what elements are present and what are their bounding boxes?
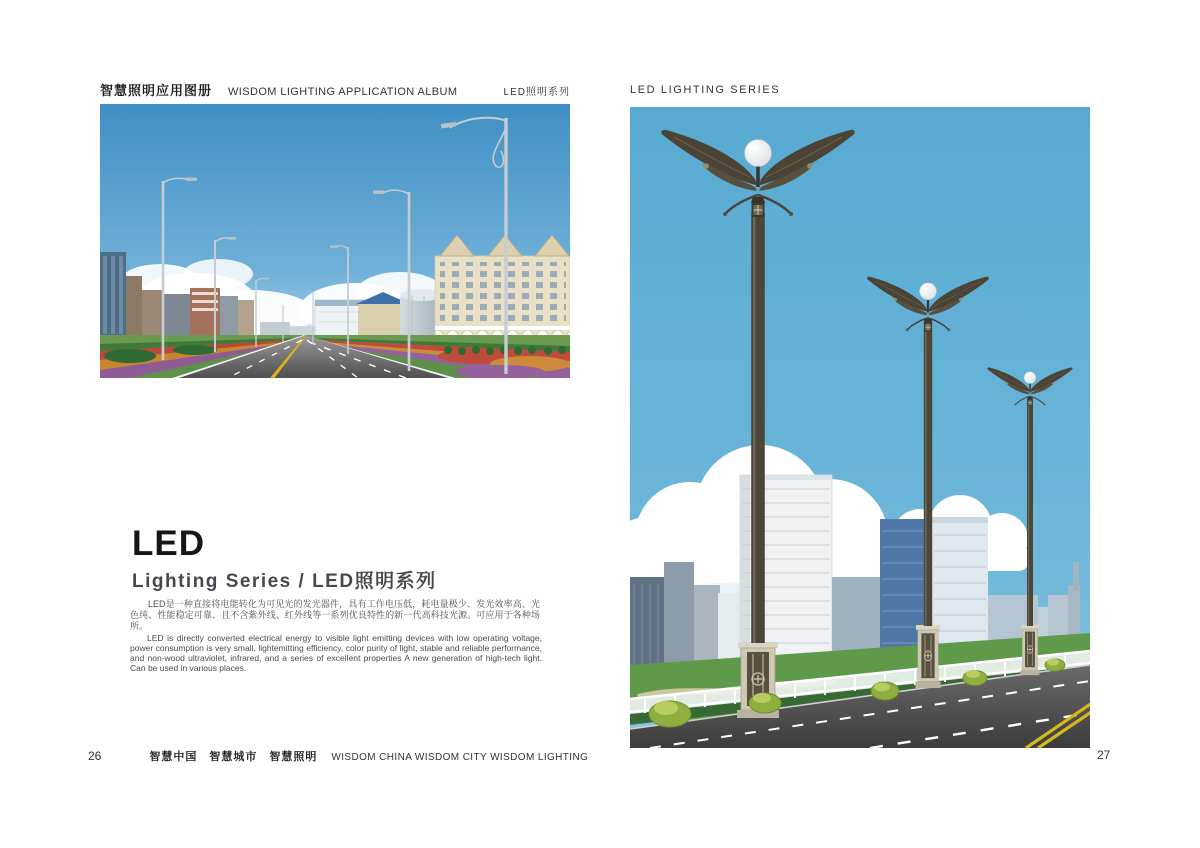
page-number-right: 27: [1097, 748, 1111, 762]
album-title-cn: 智慧照明应用图册: [100, 83, 213, 98]
led-lamp-photo: [630, 107, 1090, 748]
section-title: LED: [132, 524, 205, 563]
footer-slogan-en: WISDOM CHINA WISDOM CITY WISDOM LIGHTING: [331, 752, 589, 763]
section-body-en: LED is directly converted electrical energy to visible light emitting devices with low operating voltage, power consumption is very small, lightemitting efficiency, color purity of light, stable and reliable performance, and non-wood ultraviolet, infrared, and a series of excellent properties A new generation of high-tech light. Can be used in various places.: [130, 633, 542, 673]
section-body-cn: LED是一种直接将电能转化为可见光的发光器件，具有工作电压低，耗电量极少、发光效率高、光色纯、性能稳定可靠、且不含紫外线、红外线等一系列优良特性的新一代高科技光源。可应用于各种场所。: [130, 599, 540, 631]
right-page-header: LED LIGHTING SERIES: [630, 84, 781, 96]
series-label: LED照明系列: [503, 87, 570, 98]
left-page-header: [100, 80, 570, 99]
page-number-left: 26: [88, 749, 102, 763]
street-scene-photo: [100, 104, 570, 378]
footer-slogan-cn: 智慧中国 智慧城市 智慧照明: [149, 751, 318, 763]
album-title-en: WISDOM LIGHTING APPLICATION ALBUM: [228, 86, 458, 98]
left-page-footer: [88, 748, 588, 764]
section-subtitle: Lighting Series / LED照明系列: [132, 571, 437, 592]
